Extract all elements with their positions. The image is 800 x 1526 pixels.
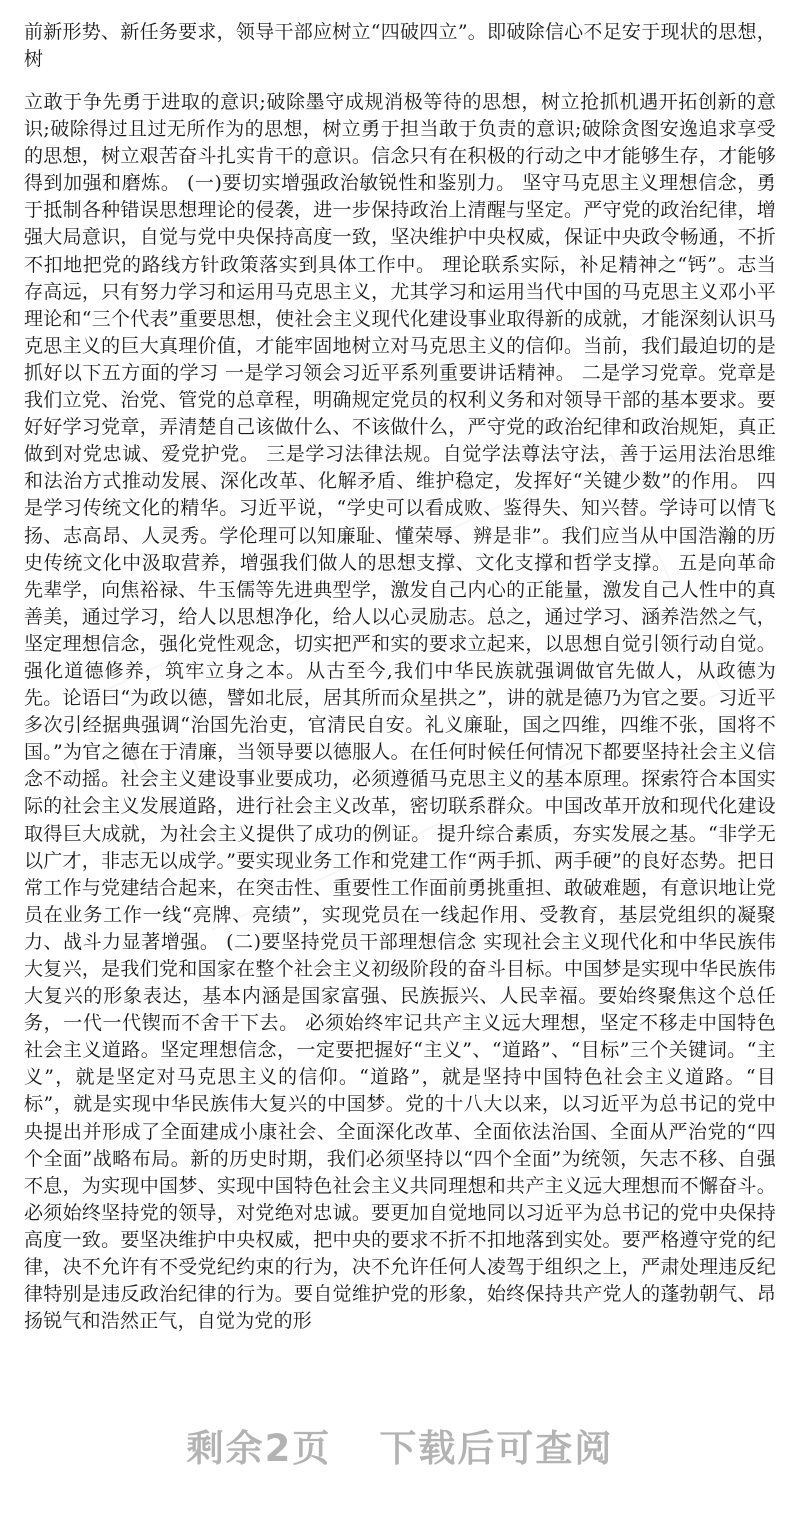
fragment-line: 前新形势、新任务要求，领导干部应树立“四破四立”。即破除信心不足安于现状的思想，树 <box>24 21 776 70</box>
paragraph-11: 提升综合素质，夯实发展之基。“非学无以广才，非志无以成学。”要实现业务工作和党建工作“两手抓、两手硬”的良好态势。把日常工作与党建结合起来，在突击性、重要性工作面前勇挑重担、敢破难题，有意识地让党员在业务工作一线“亮牌、亮绩”，实现党员在一线起作用、受教育，基层党组织的凝聚力、战斗力显著增强。 <box>24 822 776 953</box>
heading-2: (二)要坚持党员干部理想信念 <box>226 930 477 953</box>
paragraph-12: 实现社会主义现代化和中华民族伟大复兴，是我们党和国家在整个社会主义初级阶段的奋斗目标。中国梦是实现中华民族伟大复兴的形象表达，基本内涵是国家富强、民族振兴、人民幸福。要始终聚焦这个总任务，一代一代锲而不舍干下去。 <box>24 930 776 1035</box>
paragraph-1: 立敢于争先勇于进取的意识;破除墨守成规消极等待的思想，树立抢抓机遇开拓创新的意识;破除得过且过无所作为的思想，树立勇于担当敢于负责的意识;破除贪图安逸追求享受的思想，树立艰苦奋斗扎实肯干的意识。信念只有在积极的行动之中才能够生存，才能够得到加强和磨炼。 <box>24 91 776 195</box>
paragraph-7: 三是学习法律法规。自觉学法尊法守法，善于运用法治思维和法治方式推动发展、深化改革、化解矛盾、维护稳定，发挥好“关键少数”的作用。 <box>24 443 776 493</box>
paragraph-5: 一是学习领会习近平系列重要讲话精神。 <box>225 361 576 384</box>
download-to-view-text: 下载后可查阅 <box>379 1427 614 1470</box>
heading-1: (一)要切实增强政治敏锐性和鉴别力。 <box>186 172 516 195</box>
download-prompt-banner[interactable] <box>0 1424 800 1474</box>
paragraph-4: 理论联系实际，补足精神之“钙”。志当存高远，只有努力学习和运用马克思主义，尤其学习和运用当代中国的马克思主义邓小平理论和“三个代表”重要思想，使社会主义现代化建设事业取得新的成就，才能深刻认识马克思主义的巨大真理价值，才能牢固地树立对马克思主义的信仰。当前，我们最迫切的是抓好以下五方面的学习 <box>24 253 776 384</box>
paragraph-6: 二是学习党章。党章是我们立党、治党、管党的总章程，明确规定党员的权利义务和对领导干部的基本要求。要好好学习党章，弄清楚自己该做什么、不该做什么，严守党的政治纪律和政治规矩，真正做到对党忠诚、爱党护党。 <box>24 361 776 466</box>
previous-page-fragment <box>24 0 776 70</box>
remaining-pages-text: 剩余2页 <box>186 1427 332 1470</box>
paragraph-3: 坚守马克思主义理想信念，勇于抵制各种错误思想理论的侵袭，进一步保持政治上清醒与坚定。严守党的政治纪律，增强大局意识，自觉与党中央保持高度一致，坚决维护中央权威，保证中央政令畅通，不折不扣地把党的路线方针政策落实到具体工作中。 <box>24 172 776 276</box>
paragraph-10: 强化道德修养，筑牢立身之本。从古至今,我们中华民族就强调做官先做人，从政德为先。论语曰“为政以德，譬如北辰，居其所而众星拱之”，讲的就是德乃为官之要。习近平多次引经据典强调“治国先治吏，官清民自安。礼义廉耻，国之四维，四维不张，国将不国。”为官之德在于清廉，当领导要以德服人。在任何时候任何情况下都要坚持社会主义信念不动摇。社会主义建设事业要成功，必须遵循马克思主义的基本原理。探索符合本国实际的社会主义发展道路，进行社会主义改革，密切联系群众。中国改革开放和现代化建设取得巨大成就，为社会主义提供了成功的例证。 <box>24 659 776 845</box>
paragraph-9: 五是向革命先辈学，向焦裕禄、牛玉儒等先进典型学，激发自己内心的正能量，激发自己人性中的真善美，通过学习，给人以思想净化，给人以心灵励志。总之，通过学习、涵养浩然之气，坚定理想信念，强化党性观念，切实把严和实的要求立起来，以思想自觉引领行动自觉。 <box>24 551 776 655</box>
paragraph-14: 必须始终坚持党的领导，对党绝对忠诚。要更加自觉地同以习近平为总书记的党中央保持高度一致。要坚决维护中央权威，把中央的要求不折不扣地落到实处。要严格遵守党的纪律，决不允许有不受党纪约束的行为，决不允许任何人凌驾于组织之上，严肃处理违反纪律特别是违反政治纪律的行为。要自觉维护党的形象，始终保持共产党人的蓬勃朝气、昂扬锐气和浩然正气，自觉为党的形 <box>24 1201 776 1333</box>
body-text <box>24 89 776 1335</box>
paragraph-8: 四是学习传统文化的精华。习近平说，“学史可以看成败、鉴得失、知兴替。学诗可以情飞扬、志高昂、人灵秀。学伦理可以知廉耻、懂荣辱、辨是非”。我们应当从中国浩瀚的历史传统文化中汲取营养，增强我们做人的思想支撑、文化支撑和哲学支撑。 <box>24 470 776 574</box>
paragraph-13: 必须始终牢记共产主义远大理想，坚定不移走中国特色社会主义道路。坚定理想信念，一定要把握好“主义”、“道路”、“目标”三个关键词。“主义”，就是坚定对马克思主义的信仰。“道路”，就是坚持中国特色社会主义道路。“目标”，就是实现中华民族伟大复兴的中国梦。党的十八大以来，以习近平为总书记的党中央提出并形成了全面建成小康社会、全面深化改革、全面依法治国、全面从严治党的“四个全面”战略布局。新的历史时期，我们必须坚持以“四个全面”为统领，矢志不移、自强不息，为实现中国梦、实现中国特色社会主义共同理想和共产主义远大理想而不懈奋斗。 <box>24 1012 776 1197</box>
fragment-line-hidden <box>24 0 43 16</box>
